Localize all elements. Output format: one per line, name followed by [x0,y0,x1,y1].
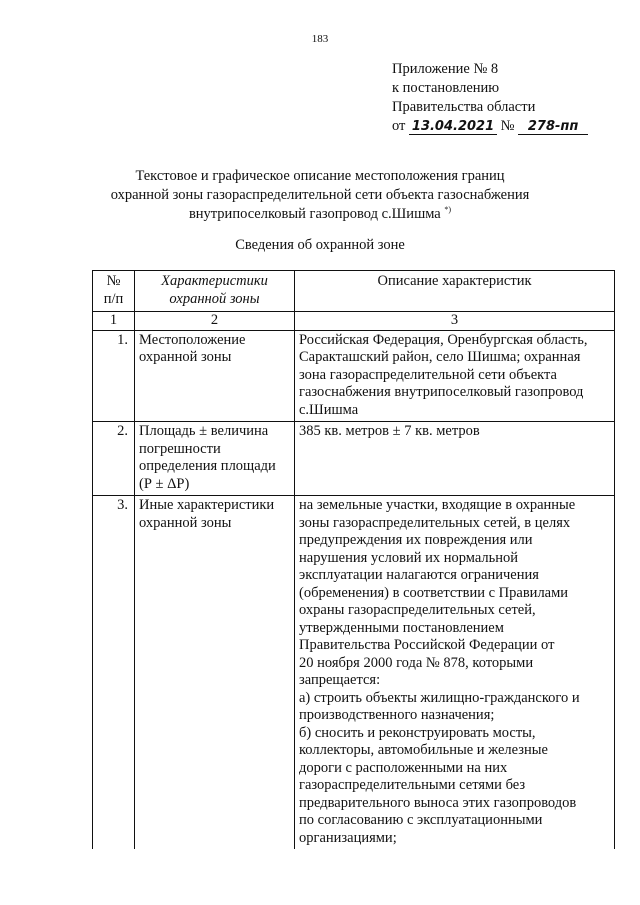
header-number [93,271,135,312]
row-number: 1. [93,330,135,422]
table-row [93,422,615,496]
row-description-line: предварительного выноса этих газопроводов [299,794,577,811]
title-line-3-text: внутрипоселковый газопровод с.Шишма [188,206,441,222]
row-description-line: коллекторы, автомобильные и железные [299,742,548,758]
row-description-line: газоснабжения внутрипоселковый газопровод [299,384,584,400]
row-number: 3. [93,496,135,850]
column-number-3: 3 [295,312,615,331]
footnote-mark: *) [444,205,452,215]
row-description [295,496,615,850]
header-description: Описание характеристик [295,271,615,312]
column-number-2: 2 [135,312,295,331]
row-description [295,422,615,496]
handwritten-number: 278-пп [518,119,588,135]
table-row [93,496,615,850]
row-description-line: б) сносить и реконструировать мосты, [299,724,536,741]
row-description-line: по согласованию с эксплуатационными [299,812,543,828]
row-description [295,330,615,422]
row-characteristic-line: (Р ± ΔР) [139,475,190,492]
row-number: 2. [93,422,135,496]
row-description-line: утвержденными постановлением [299,619,504,636]
row-description-line: эксплуатации налагаются ограничения [299,567,539,583]
appendix-date-line [392,117,588,136]
from-label: от [392,118,406,134]
title-line-3 [90,205,550,224]
row-description-line: нарушения условий их нормальной [299,549,519,566]
row-characteristic-line: определения площади [139,458,276,474]
row-description-line: Российская Федерация, Оренбургская область, [299,331,588,348]
row-description-line: газораспределительными сетями без [299,777,526,793]
row-description-line: производственного назначения; [299,707,495,723]
row-characteristic-line: Иные характеристики [139,497,275,513]
header-characteristics-line-2: охранной зоны [169,290,260,307]
row-description-line: на земельные участки, входящие в охранные [299,497,576,513]
title-line-1: Текстовое и графическое описание местоположения границ [135,168,505,184]
row-characteristic [135,496,295,850]
row-description-line: дороги с расположенными на них [299,759,508,776]
row-description-line: а) строить объекты жилищно-гражданского и [299,689,580,706]
row-description-line: охраны газораспределительных сетей, [299,602,536,618]
section-title: Сведения об охранной зоне [235,237,405,253]
header-characteristics [135,271,295,312]
row-description-line: запрещается: [299,672,381,688]
table-row [93,330,615,422]
appendix-resolution: к постановлению [392,80,500,96]
row-description-line: зоны газораспределительных сетей, в целях [299,514,571,531]
row-characteristic [135,422,295,496]
row-characteristic-line: Площадь ± величина [139,423,269,439]
handwritten-date: 13.04.2021 [409,119,497,135]
title-line-2: охранной зоны газораспределительной сети объекта газоснабжения [110,187,530,203]
row-description-line: (обременения) в соответствии с Правилами [299,584,569,601]
row-description-line: 20 ноября 2000 года № 878, которыми [299,654,534,671]
row-characteristic [135,330,295,422]
row-description-line: с.Шишма [299,401,359,418]
appendix-government: Правительства области [392,99,536,115]
column-number-row [93,312,615,331]
row-description-line: предупреждения их повреждения или [299,532,533,548]
row-characteristic-line: охранной зоны [139,349,232,365]
appendix-block [392,60,588,136]
row-characteristic-line: охранной зоны [139,514,232,531]
page-number: 183 [311,33,329,45]
header-characteristics-line-1: Характеристики [161,273,268,289]
header-number-line-1: № [106,273,121,289]
protected-zone-table [92,270,615,849]
appendix-title: Приложение № 8 [392,61,499,77]
header-number-line-2: п/п [103,290,124,307]
row-description-line: организациями; [299,829,397,846]
row-characteristic-line: погрешности [139,440,221,457]
row-description-line: 385 кв. метров ± 7 кв. метров [299,423,480,439]
column-number-1: 1 [93,312,135,331]
row-characteristic-line: Местоположение [139,331,246,348]
row-description-line: Саракташский район, село Шишма; охранная [299,349,581,365]
row-description-line: Правительства Российской Федерации от [299,637,555,653]
document-title [90,167,550,224]
number-label: № [500,118,515,134]
table-header-row [93,271,615,312]
row-description-line: зона газораспределительной сети объекта [299,366,557,383]
